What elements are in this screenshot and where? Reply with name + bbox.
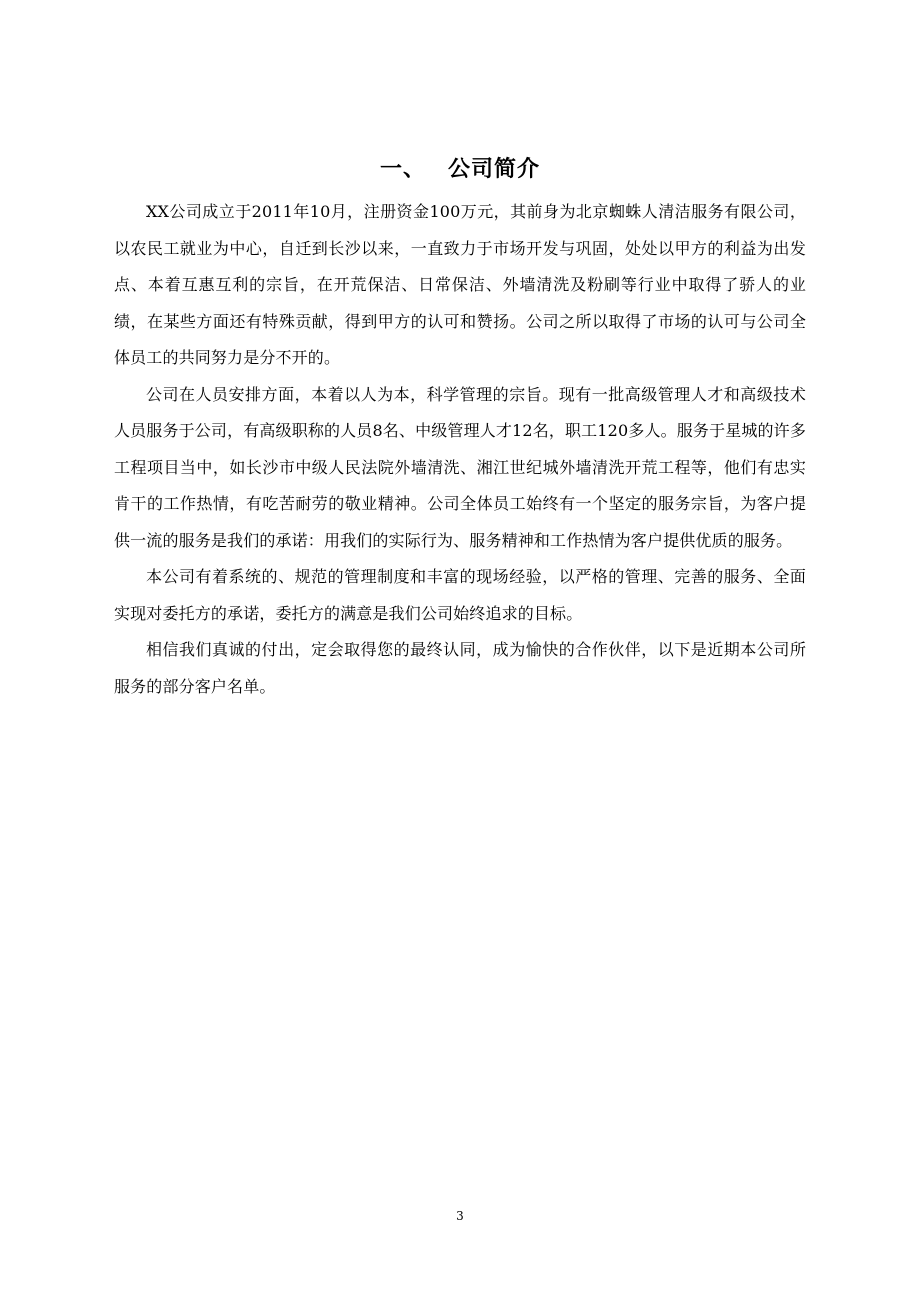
document-body	[114, 194, 806, 705]
section-title: 公司简介	[448, 156, 541, 182]
paragraph-client-list-intro: 相信我们真诚的付出，定会取得您的最终认同，成为愉快的合作伙伴，以下是近期本公司所服务的部分客户名单。	[114, 640, 806, 696]
section-heading	[0, 152, 920, 186]
section-number: 一、	[379, 156, 426, 182]
paragraph-management: 本公司有着系统的、规范的管理制度和丰富的现场经验，以严格的管理、完善的服务、全面实现对委托方的承诺，委托方的满意是我们公司始终追求的目标。	[114, 567, 806, 623]
page-number: 3	[456, 1209, 464, 1223]
paragraph-company-founding: XX公司成立于2011年10月，注册资金100万元，其前身为北京蜘蛛人清洁服务有限公司，以农民工就业为中心，自迁到长沙以来，一直致力于市场开发与巩固，处处以甲方的利益为出发点、本着互惠互利的宗旨，在开荒保洁、日常保洁、外墙清洗及粉刷等行业中取得了骄人的业绩，在某些方面还有特殊贡献，得到甲方的认可和赞扬。公司之所以取得了市场的认可与公司全体员工的共同努力是分不开的。	[114, 202, 806, 367]
paragraph-staffing: 公司在人员安排方面，本着以人为本，科学管理的宗旨。现有一批高级管理人才和高级技术人员服务于公司，有高级职称的人员8名、中级管理人才12名，职工120多人。服务于星城的许多工程项目当中，如长沙市中级人民法院外墙清洗、湘江世纪城外墙清洗开荒工程等，他们有忠实肯干的工作热情，有吃苦耐劳的敬业精神。公司全体员工始终有一个坚定的服务宗旨，为客户提供一流的服务是我们的承诺：用我们的实际行为、服务精神和工作热情为客户提供优质的服务。	[114, 384, 806, 550]
